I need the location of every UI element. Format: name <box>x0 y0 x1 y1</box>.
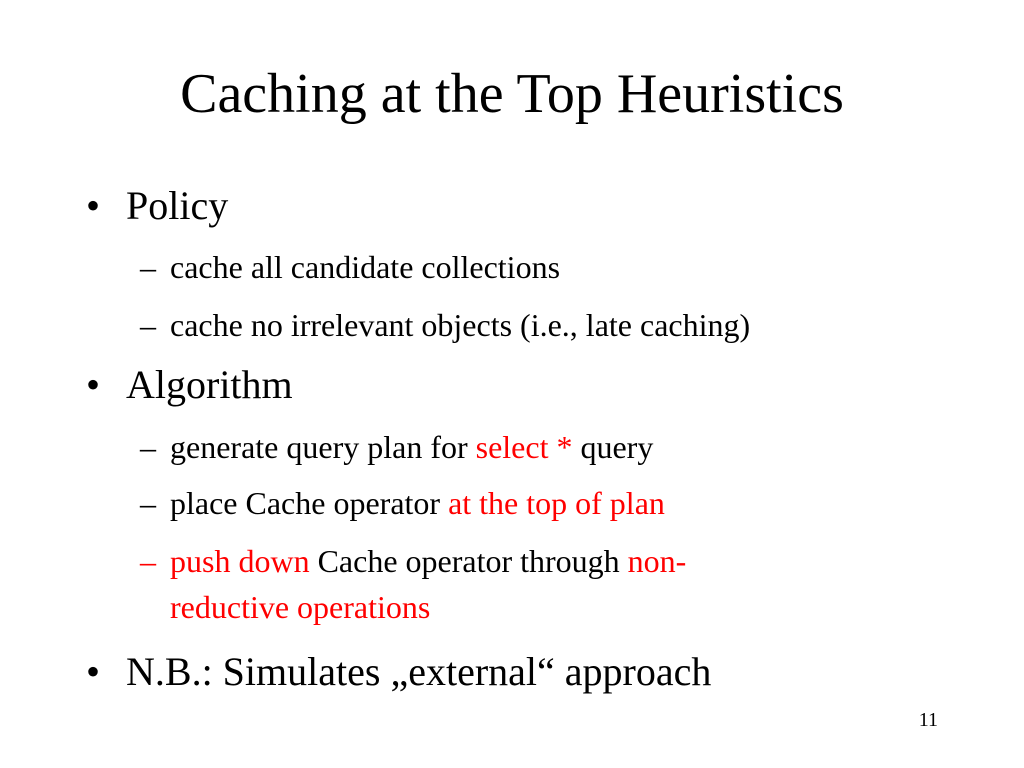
sub-item-text-after: query <box>572 429 654 465</box>
dash-icon: – <box>140 249 156 285</box>
sub-item-text-middle: Cache operator through <box>309 543 628 579</box>
highlight-reductive-operations: reductive operations <box>170 589 431 625</box>
sub-item-text: generate query plan for <box>170 429 476 465</box>
bullet-label: N.B.: Simulates „external“ approach <box>126 649 712 694</box>
slide-title: Caching at the Top Heuristics <box>180 63 844 125</box>
bullet-label: Policy <box>126 183 229 228</box>
dash-icon: – <box>140 307 156 343</box>
sub-item-push-down <box>140 538 686 630</box>
dash-icon: – <box>140 429 156 465</box>
dash-icon: – <box>140 485 156 521</box>
highlight-select-star: select * <box>475 429 573 465</box>
sub-item-cache-all <box>140 244 560 290</box>
bullet-icon: • <box>86 649 101 694</box>
dash-icon: – <box>140 543 156 579</box>
bullet-nb <box>86 648 711 696</box>
bullet-algorithm <box>86 361 293 409</box>
bullet-label: Algorithm <box>126 362 293 407</box>
sub-item-text: place Cache operator <box>170 485 449 521</box>
sub-item-cache-no-irrelevant <box>140 302 750 348</box>
highlight-non: non- <box>627 543 687 579</box>
sub-item-place-cache <box>140 480 665 526</box>
bullet-policy <box>86 182 228 230</box>
highlight-top-of-plan: at the top of plan <box>448 485 665 521</box>
bullet-icon: • <box>86 362 101 407</box>
highlight-push-down: push down <box>170 543 310 579</box>
sub-item-text: cache all candidate collections <box>170 249 561 285</box>
page-number: 11 <box>918 709 938 731</box>
bullet-icon: • <box>86 183 101 228</box>
sub-item-generate-plan <box>140 424 653 470</box>
sub-item-text: cache no irrelevant objects (i.e., late caching) <box>170 307 751 343</box>
